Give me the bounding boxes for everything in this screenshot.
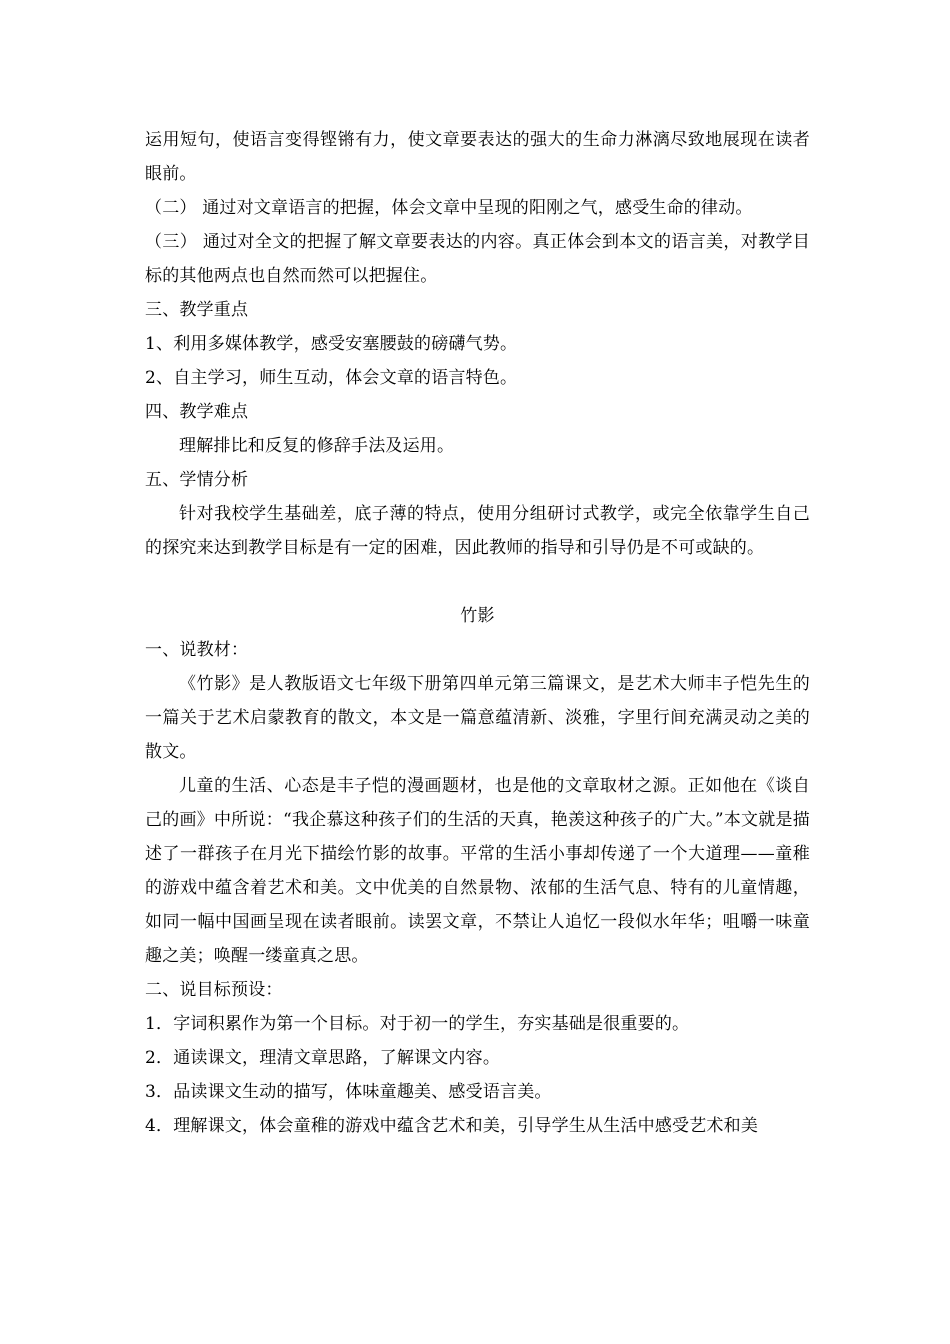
goal-item-1: 1．字词积累作为第一个目标。对于初一的学生，夯实基础是很重要的。 (145, 1014, 690, 1034)
material-paragraph-2: 儿童的生活、心态是丰子恺的漫画题材，也是他的文章取材之源。正如他在《谈自己的画》中所说：“我企慕这种孩子们的生活的天真，艳羡这种孩子的广大。”本文就是描述了一群孩子在月光下描绘竹影的故事。平常的生活小事却传递了一个大道理——童稚的游戏中蕴含着艺术和美。文中优美的自然景物、浓郁的生活气息、特有的儿童情趣，如同一幅中国画呈现在读者眼前。读罢文章，不禁让人追忆一段似水年华；咀嚼一味童趣之美；唤醒一缕童真之思。 (145, 776, 810, 966)
section-heading-difficulties: 四、教学难点 (145, 402, 249, 422)
teaching-goal-2: （二） 通过对文章语言的把握，体会文章中呈现的阳刚之气，感受生命的律动。 (145, 198, 753, 218)
goal-item-2: 2．通读课文，理清文章思路，了解课文内容。 (145, 1048, 501, 1068)
key-point-2: 2、自主学习，师生互动，体会文章的语言特色。 (145, 368, 518, 388)
student-analysis-text: 针对我校学生基础差，底子薄的特点，使用分组研讨式教学，或完全依靠学生自己的探究来达到教学目标是有一定的困难，因此教师的指导和引导仍是不可或缺的。 (145, 504, 810, 558)
difficulty-text: 理解排比和反复的修辞手法及运用。 (179, 436, 455, 456)
teaching-goal-3: （三） 通过对全文的把握了解文章要表达的内容。真正体会到本文的语言美，对教学目标的其他两点也自然而然可以把握住。 (145, 232, 810, 286)
lesson-title: 竹影 (460, 606, 495, 626)
document-body (145, 123, 810, 1143)
section-heading-key-points: 三、教学重点 (145, 300, 249, 320)
goal-item-4: 4．理解课文，体会童稚的游戏中蕴含艺术和美，引导学生从生活中感受艺术和美 (145, 1116, 759, 1136)
section-heading-goals: 二、说目标预设： (145, 980, 283, 1000)
material-paragraph-1: 《竹影》是人教版语文七年级下册第四单元第三篇课文，是艺术大师丰子恺先生的一篇关于艺术启蒙教育的散文，本文是一篇意蕴清新、淡雅，字里行间充满灵动之美的散文。 (145, 674, 810, 762)
paragraph-continued: 运用短句，使语言变得铿锵有力，使文章要表达的强大的生命力淋漓尽致地展现在读者眼前。 (145, 130, 810, 184)
section-heading-material: 一、说教材： (145, 640, 249, 660)
section-heading-student-analysis: 五、学情分析 (145, 470, 249, 490)
key-point-1: 1、利用多媒体教学，感受安塞腰鼓的磅礴气势。 (145, 334, 518, 354)
goal-item-3: 3．品读课文生动的描写，体味童趣美、感受语言美。 (145, 1082, 552, 1102)
